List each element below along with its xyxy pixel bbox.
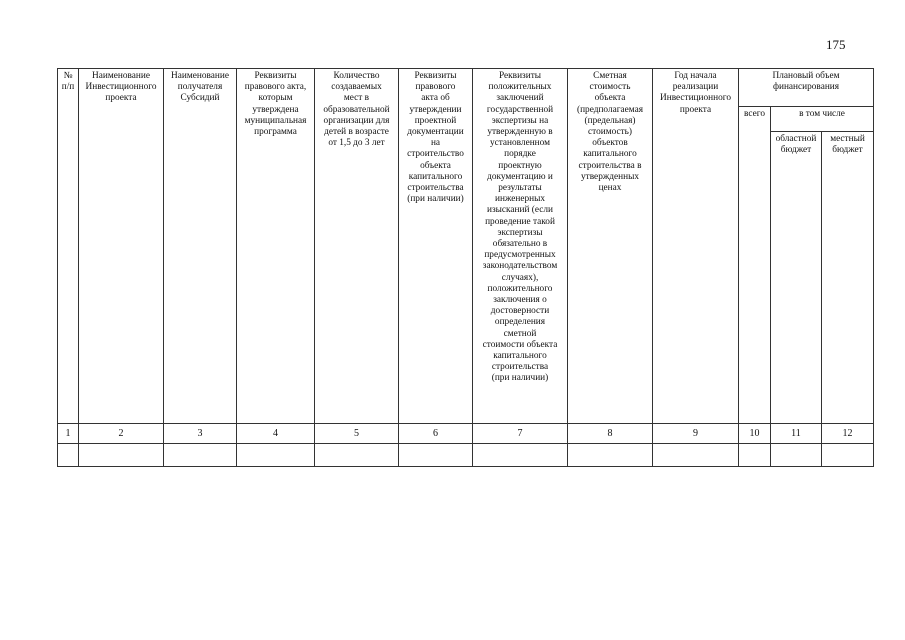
- table-row: [58, 444, 874, 467]
- header-places: Количество создаваемых мест в образовательной организации для детей в возрасте от 1,5 до 3 лет: [315, 69, 399, 424]
- table-cell: [399, 444, 473, 467]
- column-number: 3: [164, 424, 237, 444]
- header-start-year: Год начала реализации Инвестиционного проекта: [653, 69, 739, 424]
- column-number: 5: [315, 424, 399, 444]
- header-local-budget: местный бюджет: [822, 132, 874, 424]
- column-number: 1: [58, 424, 79, 444]
- column-number: 10: [739, 424, 771, 444]
- table-cell: [58, 444, 79, 467]
- column-number: 8: [568, 424, 653, 444]
- investment-projects-table: [57, 68, 874, 467]
- column-number: 4: [237, 424, 315, 444]
- table-cell: [568, 444, 653, 467]
- table-cell: [473, 444, 568, 467]
- header-estimated-cost: Сметная стоимость объекта (предполагаемая (предельная) стоимость) объектов капитального строительства в утвержденных ценах: [568, 69, 653, 424]
- header-number: № п/п: [58, 69, 79, 424]
- column-number: 7: [473, 424, 568, 444]
- column-number: 2: [79, 424, 164, 444]
- header-planned-funding: Плановый объем финансирования: [739, 69, 874, 107]
- header-total: всего: [739, 107, 771, 424]
- page-number: 175: [826, 37, 846, 52]
- table-cell: [315, 444, 399, 467]
- column-numbers-row: [58, 424, 874, 444]
- column-number: 12: [822, 424, 874, 444]
- table-cell: [771, 444, 822, 467]
- header-regional-budget: областной бюджет: [771, 132, 822, 424]
- table-cell: [739, 444, 771, 467]
- table-cell: [237, 444, 315, 467]
- header-expertise: Реквизиты положительных заключений государственной экспертизы на утвержденную в установленном порядке проектную документацию и результаты инженерных изысканий (если проведение такой экспертизы обязательно в предусмотренных законодательством случаях), положительного заключения о достоверности определения сметной стоимости объекта капитального строительства (при наличии): [473, 69, 568, 424]
- header-project-name: Наименование Инвестиционного проекта: [79, 69, 164, 424]
- table-cell: [164, 444, 237, 467]
- table-cell: [653, 444, 739, 467]
- header-recipient: Наименование получателя Субсидий: [164, 69, 237, 424]
- header-including: в том числе: [771, 107, 874, 132]
- header-design-docs: Реквизиты правового акта об утверждении проектной документации на строительство объекта капитального строительства (при наличии): [399, 69, 473, 424]
- table-cell: [822, 444, 874, 467]
- header-legal-act: Реквизиты правового акта, которым утверждена муниципальная программа: [237, 69, 315, 424]
- column-number: 6: [399, 424, 473, 444]
- column-number: 11: [771, 424, 822, 444]
- column-number: 9: [653, 424, 739, 444]
- table-cell: [79, 444, 164, 467]
